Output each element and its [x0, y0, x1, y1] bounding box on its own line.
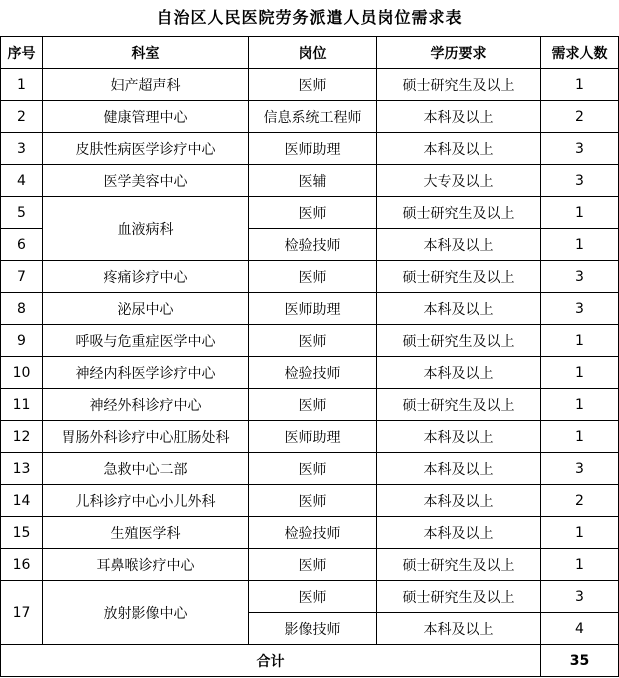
cell-post: 医师	[249, 325, 377, 357]
cell-edu: 硕士研究生及以上	[377, 197, 541, 229]
cell-no: 12	[1, 421, 43, 453]
cell-post: 影像技师	[249, 613, 377, 645]
table-row	[1, 389, 619, 421]
cell-no: 8	[1, 293, 43, 325]
cell-post: 医师助理	[249, 133, 377, 165]
cell-post: 信息系统工程师	[249, 101, 377, 133]
cell-count: 3	[541, 133, 619, 165]
cell-no: 13	[1, 453, 43, 485]
cell-count: 3	[541, 261, 619, 293]
cell-post: 医师	[249, 69, 377, 101]
total-label: 合计	[1, 645, 541, 677]
cell-post: 检验技师	[249, 517, 377, 549]
table-row	[1, 133, 619, 165]
cell-count: 3	[541, 581, 619, 613]
cell-dept: 血液病科	[43, 197, 249, 261]
cell-no: 9	[1, 325, 43, 357]
cell-post: 医师助理	[249, 421, 377, 453]
cell-edu: 本科及以上	[377, 453, 541, 485]
header-edu: 学历要求	[377, 37, 541, 69]
cell-post: 医师	[249, 389, 377, 421]
cell-count: 1	[541, 549, 619, 581]
total-row	[1, 645, 619, 677]
cell-dept: 皮肤性病医学诊疗中心	[43, 133, 249, 165]
cell-count: 1	[541, 69, 619, 101]
cell-edu: 本科及以上	[377, 421, 541, 453]
table-title: 自治区人民医院劳务派遣人员岗位需求表	[156, 8, 463, 27]
cell-post: 医师	[249, 453, 377, 485]
cell-edu: 本科及以上	[377, 229, 541, 261]
cell-edu: 硕士研究生及以上	[377, 325, 541, 357]
table-row	[1, 485, 619, 517]
table-row	[1, 581, 619, 613]
cell-no: 2	[1, 101, 43, 133]
table-row	[1, 261, 619, 293]
table-row	[1, 549, 619, 581]
table-row	[1, 453, 619, 485]
table-row	[1, 325, 619, 357]
cell-count: 4	[541, 613, 619, 645]
header-dept: 科室	[43, 37, 249, 69]
table-row	[1, 197, 619, 229]
cell-no: 5	[1, 197, 43, 229]
cell-post: 医师	[249, 581, 377, 613]
cell-dept: 神经外科诊疗中心	[43, 389, 249, 421]
cell-edu: 本科及以上	[377, 485, 541, 517]
cell-count: 1	[541, 421, 619, 453]
cell-count: 3	[541, 165, 619, 197]
cell-no: 1	[1, 69, 43, 101]
cell-no: 17	[1, 581, 43, 645]
cell-count: 1	[541, 229, 619, 261]
table-row	[1, 69, 619, 101]
header-post: 岗位	[249, 37, 377, 69]
cell-dept: 儿科诊疗中心小儿外科	[43, 485, 249, 517]
cell-edu: 本科及以上	[377, 133, 541, 165]
cell-count: 2	[541, 485, 619, 517]
cell-edu: 本科及以上	[377, 293, 541, 325]
cell-count: 3	[541, 453, 619, 485]
cell-count: 1	[541, 517, 619, 549]
cell-edu: 硕士研究生及以上	[377, 549, 541, 581]
cell-dept: 耳鼻喉诊疗中心	[43, 549, 249, 581]
table-row	[1, 421, 619, 453]
header-row	[1, 37, 619, 69]
cell-count: 3	[541, 293, 619, 325]
cell-edu: 大专及以上	[377, 165, 541, 197]
cell-dept: 放射影像中心	[43, 581, 249, 645]
table-row	[1, 101, 619, 133]
cell-post: 医师助理	[249, 293, 377, 325]
cell-no: 16	[1, 549, 43, 581]
cell-edu: 硕士研究生及以上	[377, 389, 541, 421]
cell-no: 6	[1, 229, 43, 261]
cell-no: 14	[1, 485, 43, 517]
cell-no: 10	[1, 357, 43, 389]
staffing-table	[0, 36, 619, 677]
cell-edu: 本科及以上	[377, 101, 541, 133]
cell-dept: 医学美容中心	[43, 165, 249, 197]
cell-dept: 胃肠外科诊疗中心肛肠处科	[43, 421, 249, 453]
cell-post: 医辅	[249, 165, 377, 197]
cell-no: 7	[1, 261, 43, 293]
cell-no: 11	[1, 389, 43, 421]
cell-post: 检验技师	[249, 357, 377, 389]
cell-count: 1	[541, 197, 619, 229]
cell-edu: 硕士研究生及以上	[377, 581, 541, 613]
cell-dept: 健康管理中心	[43, 101, 249, 133]
cell-dept: 疼痛诊疗中心	[43, 261, 249, 293]
cell-post: 医师	[249, 261, 377, 293]
cell-no: 15	[1, 517, 43, 549]
cell-dept: 神经内科医学诊疗中心	[43, 357, 249, 389]
total-value: 35	[541, 645, 619, 677]
cell-count: 1	[541, 389, 619, 421]
cell-count: 1	[541, 325, 619, 357]
cell-dept: 生殖医学科	[43, 517, 249, 549]
cell-count: 2	[541, 101, 619, 133]
cell-edu: 本科及以上	[377, 357, 541, 389]
cell-count: 1	[541, 357, 619, 389]
table-row	[1, 357, 619, 389]
cell-dept: 妇产超声科	[43, 69, 249, 101]
table-row	[1, 293, 619, 325]
cell-post: 医师	[249, 485, 377, 517]
cell-edu: 本科及以上	[377, 613, 541, 645]
cell-no: 3	[1, 133, 43, 165]
cell-edu: 硕士研究生及以上	[377, 69, 541, 101]
cell-post: 医师	[249, 549, 377, 581]
header-no: 序号	[1, 37, 43, 69]
cell-post: 检验技师	[249, 229, 377, 261]
cell-post: 医师	[249, 197, 377, 229]
cell-dept: 呼吸与危重症医学中心	[43, 325, 249, 357]
table-row	[1, 517, 619, 549]
header-count: 需求人数	[541, 37, 619, 69]
cell-no: 4	[1, 165, 43, 197]
table-row	[1, 165, 619, 197]
cell-dept: 泌尿中心	[43, 293, 249, 325]
cell-dept: 急救中心二部	[43, 453, 249, 485]
cell-edu: 本科及以上	[377, 517, 541, 549]
cell-edu: 硕士研究生及以上	[377, 261, 541, 293]
